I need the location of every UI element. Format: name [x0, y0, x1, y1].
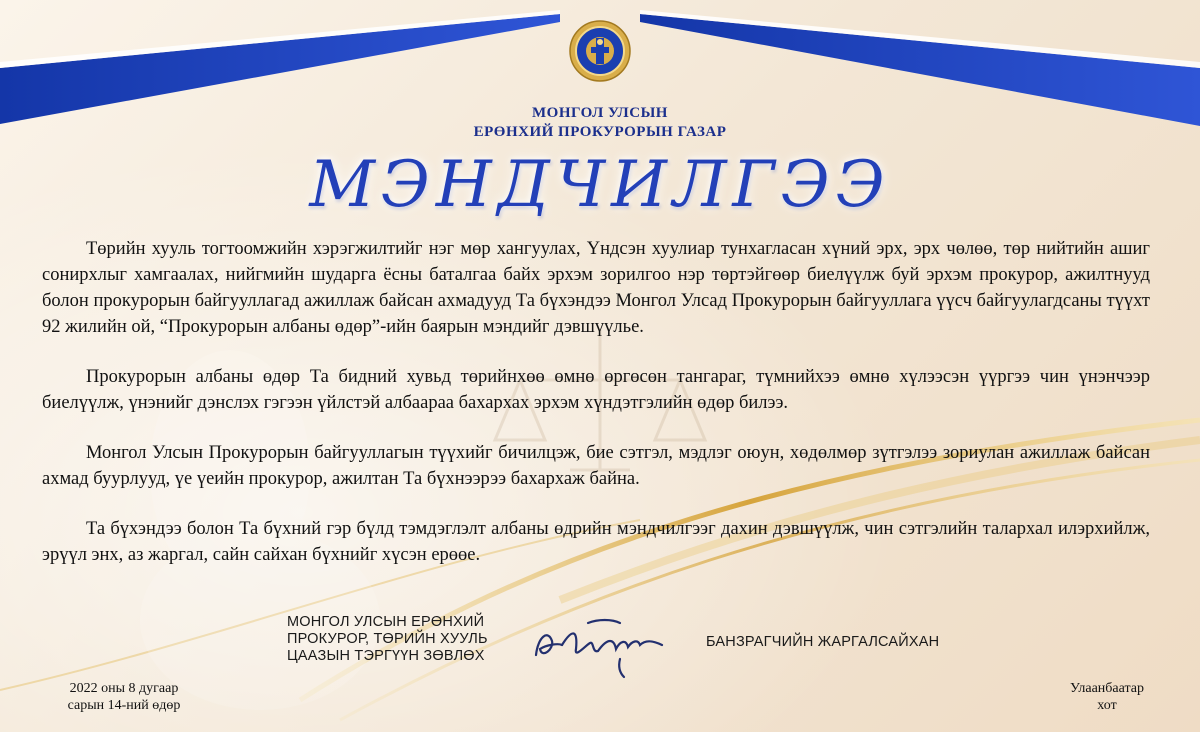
city-line1: Улаанбаатар	[1070, 681, 1144, 696]
org-name-line2: ЕРӨНХИЙ ПРОКУРОРЫН ГАЗАР	[473, 124, 727, 140]
paragraph-1: Төрийн хууль тогтоомжийн хэрэгжилтийг нэг мөр хангуулах, Үндсэн хуулиар тунхагласан хүний эрх, эрх чөлөө, төр нийтийн ашиг сонирхлыг хамгаалах, нийгмийн шударга ёсны баталгаа байх эрхэм зорилгоо нэр төртэйгөөр биелүүлж буй эрхэм прокурор, ажилтнууд болон прокурорын байгууллагад ажиллаж байсан ахмадууд Та бүхэндээ Монгол Улсад Прокурорын байгууллага үүсч байгуулагдсаны түүхт 92 жилийн ой, “Прокурорын албаны өдөр”-ийн баярын мэндийг дэвшүүлье.	[42, 239, 1150, 337]
paragraph-2: Прокурорын албаны өдөр Та бидний хувьд төрийнхөө өмнө өргөсөн тангараг, түмнийхээ өмнө хүлээсэн үүргээ чин үнэнчээр биелүүлж, үнэнийг дэнслэх гэгээн үйлстэй албаараа бахархах эрхэм хүндэтгэлийн өдөр билээ.	[42, 367, 1150, 413]
prosecutor-emblem-icon	[569, 20, 631, 82]
date-line1: 2022 оны 8 дугаар	[69, 681, 179, 696]
document-date	[44, 680, 204, 714]
document-city	[1052, 680, 1162, 714]
position-line1: МОНГОЛ УЛСЫН ЕРӨНХИЙ	[287, 614, 485, 630]
paragraph-4: Та бүхэндээ болон Та бүхний гэр бүлд тэмдэглэлт албаны өдрийн мэндчилгээг дахин дэвшүүлж, чин сэтгэлийн талархал илэрхийлж, эрүүл энх, аз жаргал, сайн сайхан бүхнийг хүсэн ерөөе.	[42, 519, 1150, 565]
paragraph-3: Монгол Улсын Прокурорын байгууллагын түүхийг бичилцэж, бие сэтгэл, мэдлэг оюун, хөдөлмөр зүтгэлээ зориулан ажиллаж байсан ахмад буурлууд, үе үеийн прокурор, ажилтан Та бүхнээрээ бахархаж байна.	[42, 443, 1150, 489]
greeting-body	[42, 236, 1150, 592]
date-line2: сарын 14-ний өдөр	[67, 698, 181, 713]
handwritten-signature	[528, 615, 688, 685]
page-title: МЭНДЧИЛГЭЭ	[309, 148, 891, 222]
position-line3: ЦААЗЫН ТЭРГҮҮН ЗӨВЛӨХ	[287, 648, 485, 664]
city-line2: хот	[1097, 698, 1117, 713]
signatory-position	[287, 614, 527, 665]
org-name-line1: МОНГОЛ УЛСЫН	[532, 105, 668, 121]
position-line2: ПРОКУРОР, ТӨРИЙН ХУУЛЬ	[287, 631, 488, 647]
signatory-name: БАНЗРАГЧИЙН ЖАРГАЛСАЙХАН	[706, 634, 940, 650]
